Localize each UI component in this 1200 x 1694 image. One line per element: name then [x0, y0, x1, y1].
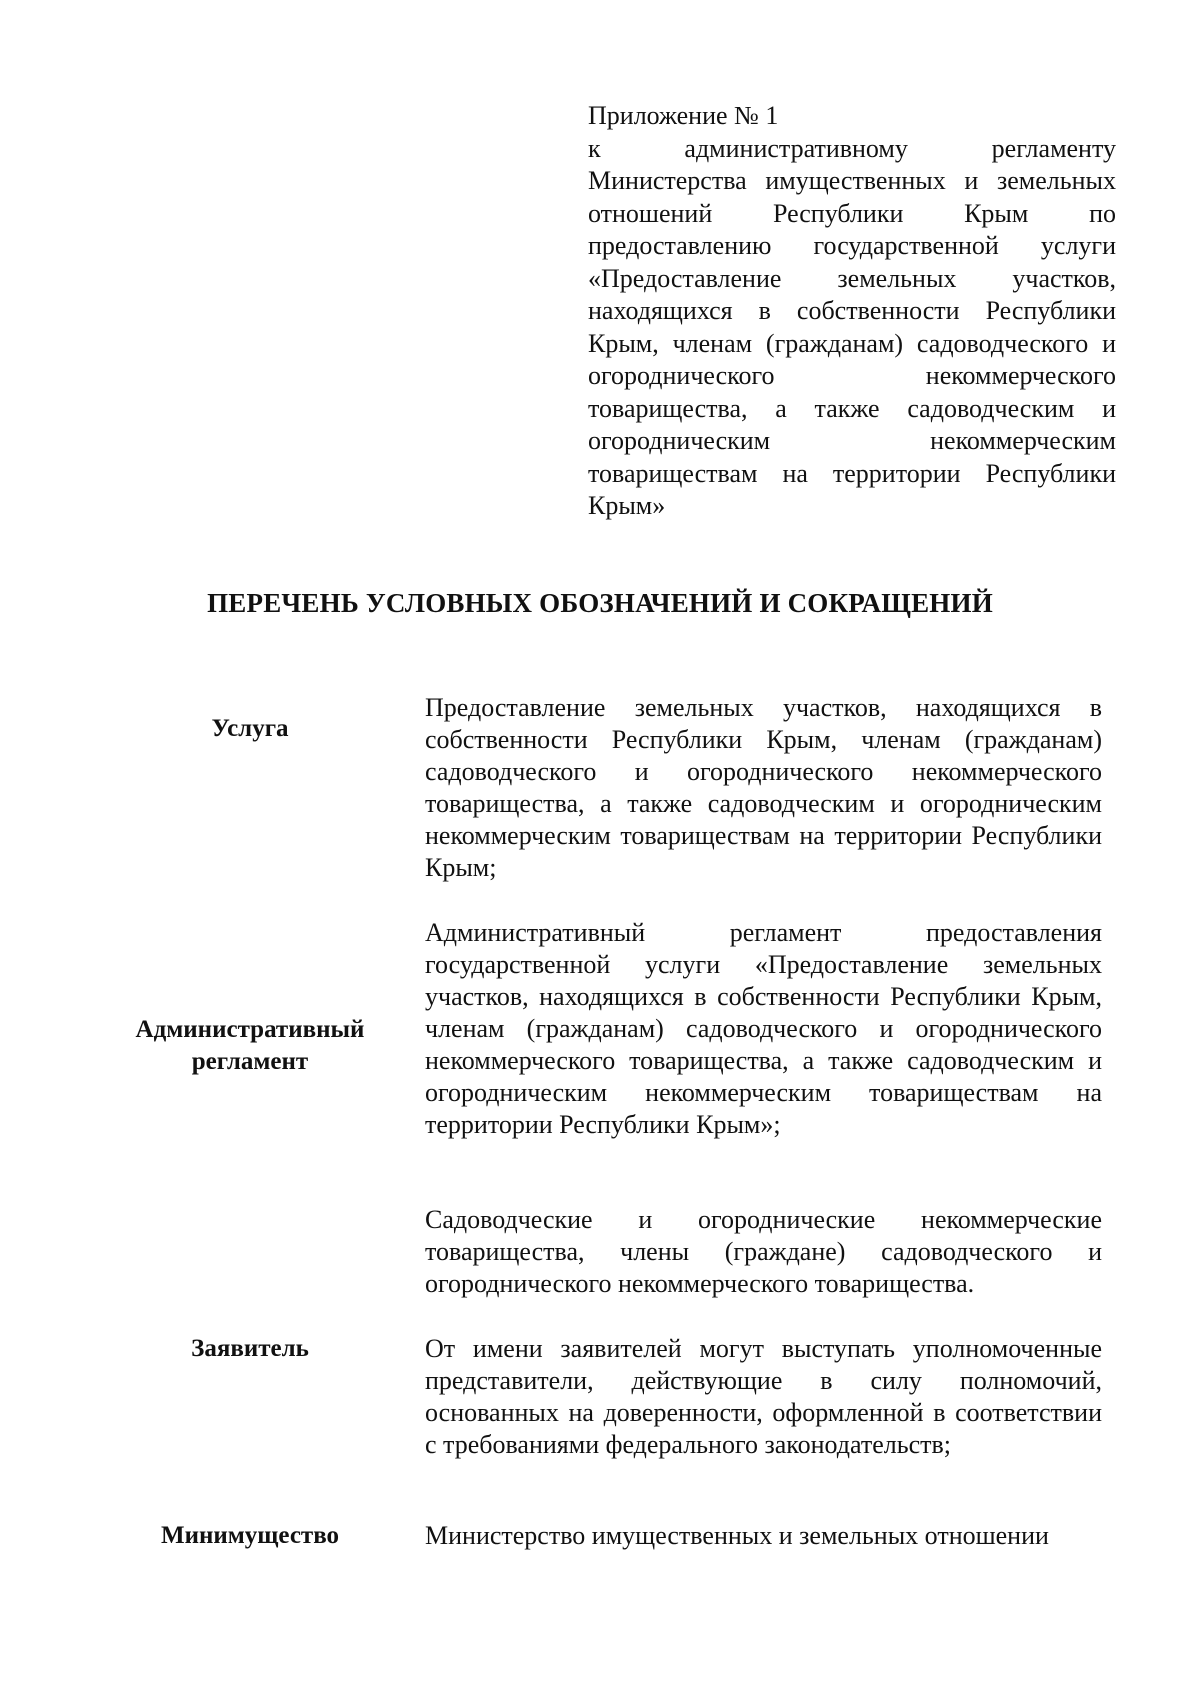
annex-text: к административному регламенту Министерства имущественных и земельных отношений Республики Крым по предоставлению государственной услуги «Предоставление земельных участков, находящихся в собственности Республики Крым, членам (гражданам) садоводческого и огороднического некоммерческого товарищества, а также садоводческим и огородническим некоммерческим товариществам на территории Республики Крым»: [588, 133, 1116, 520]
definition-description: От имени заявителей могут выступать уполномоченные представители, действующие в силу полномочий, основанных на доверенности, оформленной в соответствии с требованиями федерального законодательств;: [425, 1334, 1102, 1459]
definition-description: Садоводческие и огороднические некоммерческие товарищества, члены (граждане) садоводческого и огороднического некоммерческого товарищества.: [425, 1205, 1102, 1298]
definition-term: Минимущество: [160, 1522, 340, 1549]
definition-description: Министерство имущественных и земельных отношении: [425, 1521, 1049, 1550]
annex-block: [588, 100, 1116, 523]
definition-term: Заявитель: [191, 1335, 309, 1362]
definition-term: Административный регламент: [135, 1016, 365, 1075]
annex-title: Приложение № 1: [588, 101, 779, 130]
definition-description: Административный регламент предоставления государственной услуги «Предоставление земельных участков, находящихся в собственности Республики Крым, членам (гражданам) садоводческого и огороднического некоммерческого товарищества, а также садоводческим и огородническим некоммерческим товариществам на территории Республики Крым»;: [425, 918, 1102, 1139]
definition-description: Предоставление земельных участков, находящихся в собственности Республики Крым, членам (гражданам) садоводческого и огороднического некоммерческого товарищества, а также садоводческим и огородническим некоммерческим товариществам на территории Республики Крым;: [425, 693, 1102, 882]
section-heading: ПЕРЕЧЕНЬ УСЛОВНЫХ ОБОЗНАЧЕНИЙ И СОКРАЩЕНИЙ: [207, 588, 993, 618]
definition-term: Услуга: [211, 715, 289, 742]
